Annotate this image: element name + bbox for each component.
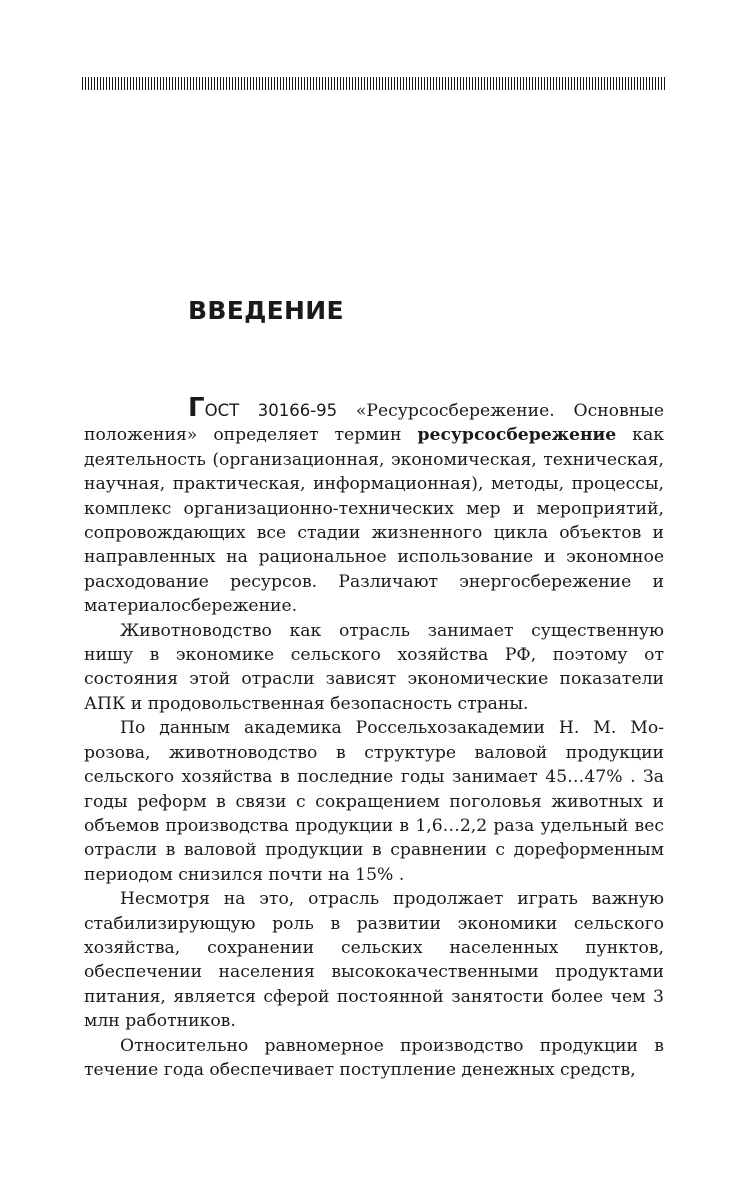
paragraph-2: Животноводство как отрасль занимает существенную нишу в экономике сельского хозяйства РФ, поэтому от состояния этой отрасли зависят экономические показатели АПК и продовольственная безопасность страны. bbox=[84, 620, 664, 714]
defined-term: ресурсосбережение bbox=[417, 425, 617, 446]
drop-cap: Г bbox=[188, 393, 205, 423]
body-text bbox=[84, 393, 664, 1082]
paragraph-1-text-b: как деятельность (организационная, экономическая, техническая, научная, практическая, информационная), методы, процессы, комплекс организационно-технических мер и мероприятий, сопровождающих все стадии жизненного цикла объектов и направленных на рациональное использование и экономное расходование ресурсов. Различают энергосбережение и материалосбережение. bbox=[84, 425, 664, 617]
paragraph-3: По данным академика Россельхозакадемии Н. М. Морозова, животноводство в структуре валовой продукции сельского хозяйства в последние годы занимает 45…47% . За годы реформ в связи с сокращением поголовья животных и объемов производства продукции в 1,6…2,2 раза удельный вес отрасли в валовой продукции в сравнении с дореформенным периодом снизился почти на 15% . bbox=[84, 718, 664, 885]
paragraph-1-text-a: «Ресурсосбережение. Основные положения» определяет термин bbox=[84, 401, 664, 446]
standard-reference: ОСТ 30166-95 bbox=[204, 401, 338, 420]
paragraph-5: Относительно равномерное производство продукции в течение года обеспечивает поступление денежных средств, bbox=[84, 1035, 664, 1080]
paragraph-4: Несмотря на это, отрасль продолжает играть важную стабилизирующую роль в развитии экономики сельского хозяйства, сохранении сельских населенных пунктов, обеспечении населения высококачественными продуктами питания, является сферой постоянной занятости более чем 3 млн работников. bbox=[84, 889, 664, 1032]
header-decorative-rule bbox=[82, 77, 665, 90]
chapter-heading: ВВЕДЕНИЕ bbox=[188, 296, 344, 325]
paragraph-1 bbox=[84, 393, 664, 619]
